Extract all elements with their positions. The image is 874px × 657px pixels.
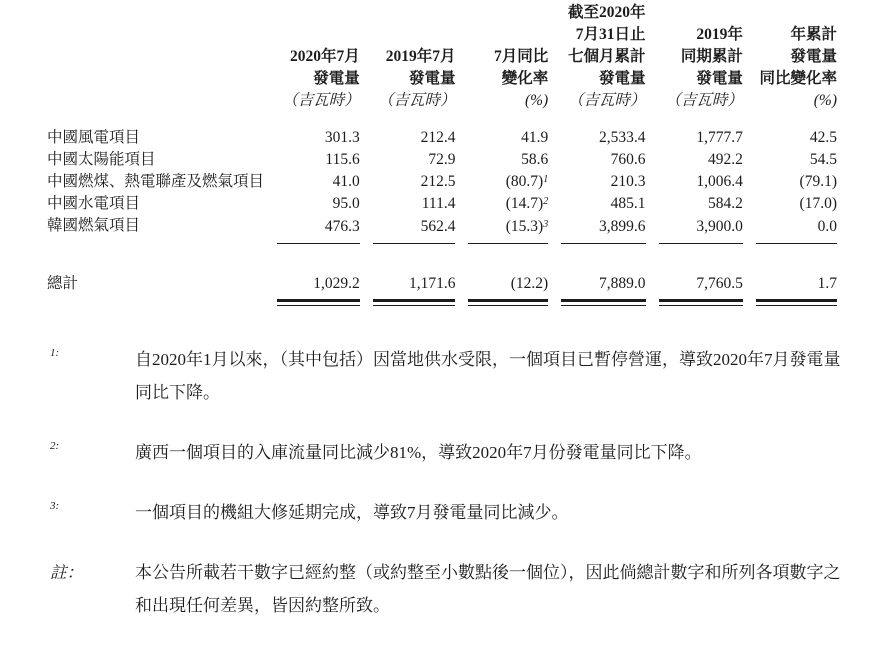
table-row-korea-gas [47, 215, 837, 244]
footnote-3 [30, 496, 850, 529]
cell: 485.1 [610, 195, 646, 212]
header-line: 年累計 [790, 26, 837, 43]
cell: 3,900.0 [659, 215, 743, 244]
row-label: 中國太陽能項目 [47, 151, 156, 168]
row-label: 中國風電項目 [47, 129, 141, 146]
cell: 210.3 [610, 173, 646, 190]
cell: 2,533.4 [599, 129, 646, 146]
header-line: 同比變化率 [759, 70, 837, 87]
header-line: 2020年7月 [289, 48, 360, 65]
cell [468, 193, 548, 215]
cell: 476.3 [277, 215, 360, 244]
header-unit: （吉瓦時） [665, 92, 743, 109]
cell: 58.6 [521, 151, 549, 168]
cell: 584.2 [707, 195, 743, 212]
cell: 562.4 [373, 215, 456, 244]
rounding-note-marker: 註： [50, 562, 83, 582]
double-rule [756, 299, 837, 306]
header-line: 同期累計 [680, 48, 743, 65]
row-label: 韓國燃氣項目 [47, 217, 141, 234]
cell-value: (15.3) [505, 217, 544, 235]
header-line: 7月31日止 [575, 26, 646, 43]
header-line: 發電量 [408, 70, 456, 87]
cell: 54.5 [809, 151, 837, 168]
cell-value: 1,029.2 [313, 274, 360, 292]
table-row-china-coal-chp-gas [47, 171, 837, 193]
row-label: 中國水電項目 [47, 195, 141, 212]
header-unit: （吉瓦時） [282, 92, 360, 109]
cell: 760.6 [610, 151, 646, 168]
header-line: 2019年7月 [385, 48, 456, 65]
cell: 72.9 [428, 151, 456, 168]
rounding-note-text: 本公告所載若干數字已經約整（或約整至小數點後一個位），因此倘總計數字和所列各項數字之和出現任何差異，皆因約整所致。 [135, 562, 841, 615]
cell: (79.1) [799, 173, 837, 190]
col-header-ytd-yoy [756, 2, 837, 127]
row-label: 中國燃煤、熱電聯產及燃氣項目 [47, 173, 265, 190]
rounding-note [30, 556, 850, 622]
total-cell [468, 244, 548, 306]
header-line: 發電量 [313, 70, 360, 87]
double-rule [659, 299, 743, 306]
cell: 115.6 [325, 151, 360, 168]
header-line: 截至2020年 [568, 4, 646, 21]
col-header-7m-cumulative [561, 2, 645, 127]
footnote-3-marker: 3: [50, 499, 60, 512]
footnote-1 [30, 343, 850, 409]
header-unit: （吉瓦時） [377, 92, 456, 109]
cell: 212.5 [420, 173, 456, 190]
header-line: 2019年 [696, 26, 743, 43]
footnote-2 [30, 436, 850, 469]
total-cell [373, 244, 456, 306]
header-line: 7月同比 [493, 48, 549, 65]
header-line: 發電量 [696, 70, 743, 87]
cell-value: (80.7) [505, 173, 544, 190]
cell-value: 7,760.5 [696, 274, 743, 292]
cell: (17.0) [799, 195, 837, 212]
cell: 492.2 [707, 151, 743, 168]
header-line: 七個月累計 [568, 48, 646, 65]
cell: 1,006.4 [696, 173, 743, 190]
cell: 1,777.7 [696, 129, 743, 146]
footnote-2-text: 廣西一個項目的入庫流量同比減少81%，導致2020年7月份發電量同比下降。 [135, 442, 702, 462]
total-label: 總計 [47, 274, 79, 292]
header-unit: (%) [524, 92, 549, 109]
row-label-header [47, 2, 264, 127]
double-rule [468, 299, 548, 306]
double-rule [561, 299, 645, 306]
cell: 42.5 [809, 129, 837, 146]
double-rule [373, 299, 456, 306]
total-cell [659, 244, 743, 306]
header-line: 變化率 [501, 70, 549, 87]
table-row-china-solar [47, 149, 837, 171]
cell-value: (14.7) [505, 195, 544, 212]
cell-value: (12.2) [510, 274, 549, 292]
cell: 41.0 [332, 173, 360, 190]
table-row-total [47, 244, 837, 306]
col-header-2019-cumulative [659, 2, 743, 127]
double-rule [277, 299, 360, 306]
total-cell [561, 244, 645, 306]
header-unit: （吉瓦時） [568, 92, 646, 109]
col-header-2019-07 [373, 2, 456, 127]
table-row-china-wind [47, 127, 837, 149]
footnote-2-marker: 2: [50, 439, 60, 452]
cell: 212.4 [420, 129, 456, 146]
cell: 41.9 [521, 129, 549, 146]
footnote-ref-2: 2 [543, 196, 549, 207]
col-header-july-yoy [468, 2, 548, 127]
cell-value: 1,171.6 [408, 274, 456, 292]
cell-value: 1.7 [817, 274, 837, 292]
col-header-2020-07 [277, 2, 360, 127]
cell: 301.3 [324, 129, 360, 146]
cell: 95.0 [332, 195, 360, 212]
footnote-1-text: 自2020年1月以來，（其中包括）因當地供水受限，一個項目已暫停營運，導致2020年7月發電量同比下降。 [135, 349, 841, 402]
header-unit: (%) [813, 92, 837, 109]
cell-value: 7,889.0 [599, 274, 646, 292]
cell: 0.0 [756, 215, 837, 244]
table-row-china-hydro [47, 193, 837, 215]
header-line: 發電量 [599, 70, 646, 87]
footnote-3-text: 一個項目的機組大修延期完成，導致7月發電量同比減少。 [135, 502, 569, 522]
cell [468, 171, 548, 193]
table-header-row [47, 2, 837, 127]
total-cell [277, 244, 360, 306]
cell: 111.4 [421, 195, 456, 212]
generation-table [34, 2, 850, 306]
cell [468, 215, 548, 244]
footnote-ref-1: 1 [543, 174, 549, 185]
footnote-ref-3: 3 [543, 218, 549, 230]
footnotes-section [30, 343, 850, 622]
footnote-1-marker: 1: [50, 346, 60, 359]
cell: 3,899.6 [561, 215, 645, 244]
header-line: 發電量 [790, 48, 837, 65]
total-cell [756, 244, 837, 306]
